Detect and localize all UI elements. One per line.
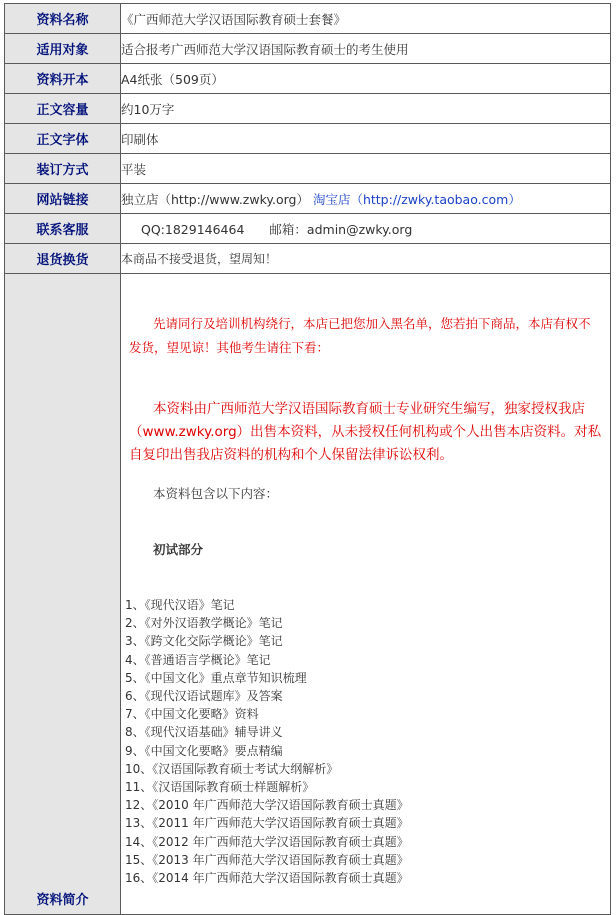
row-label: 资料简介: [5, 274, 121, 915]
row-service: [5, 214, 611, 244]
list-item: 13、《2011 年广西师范大学汉语国际教育硕士真题》: [125, 816, 409, 831]
description-body: [121, 274, 611, 915]
taobao-store-link[interactable]: 淘宝店（http://zwky.taobao.com）: [312, 191, 521, 207]
service-contact: QQ:1829146464 邮箱：admin@zwky.org: [121, 214, 611, 244]
own-store-link[interactable]: 独立店（http://www.zwky.org）: [121, 191, 309, 207]
row-label: 资料名称: [5, 4, 121, 34]
list-item: 8、《现代汉语基础》辅导讲义: [125, 725, 283, 740]
row-font: [5, 124, 611, 154]
contents-intro: 本资料包含以下内容：: [153, 486, 279, 501]
returns-notice: 本商品不接受退货，望周知！: [121, 244, 611, 274]
row-label: 正文容量: [5, 94, 121, 124]
row-description: [5, 274, 611, 915]
row-label: 资料开本: [5, 64, 121, 94]
row-value: 《广西师范大学汉语国际教育硕士套餐》: [121, 4, 611, 34]
reseller-warning: 先请同行及培训机构绕行，本店已把您加入黑名单，您若拍下商品，本店有权不发货，望见谅！其他考生请往下看：: [129, 316, 591, 355]
row-value: 印刷体: [121, 124, 611, 154]
list-item: 6、《现代汉语试题库》及答案: [125, 689, 283, 704]
product-info-table: [4, 3, 611, 915]
row-links: [5, 184, 611, 214]
copyright-claim: 本资料由广西师范大学汉语国际教育硕士专业研究生编写，独家授权我店（www.zwky.org）出售本资料，从未授权任何机构或个人出售本店资料。对私自复印出售我店资料的机构和个人保留法律诉讼权利。: [129, 401, 602, 463]
list-item: 14、《2012 年广西师范大学汉语国际教育硕士真题》: [125, 834, 409, 849]
row-value: 约10万字: [121, 94, 611, 124]
list-item: 4、《普通语言学概论》笔记: [125, 652, 271, 667]
list-item: 15、《2013 年广西师范大学汉语国际教育硕士真题》: [125, 852, 409, 867]
row-label: 正文字体: [5, 124, 121, 154]
row-format: [5, 64, 611, 94]
row-audience: [5, 34, 611, 64]
list-item: 1、《现代汉语》笔记: [125, 598, 235, 612]
row-label: 联系客服: [5, 214, 121, 244]
row-value: [121, 184, 611, 214]
row-binding: [5, 154, 611, 184]
row-label: 网站链接: [5, 184, 121, 214]
row-returns: [5, 244, 611, 274]
list-item: 3、《跨文化交际学概论》笔记: [125, 634, 283, 649]
list-item: 10、《汉语国际教育硕士考试大纲解析》: [125, 761, 339, 776]
list-item: 11、《汉语国际教育硕士样题解析》: [125, 780, 315, 795]
row-label: 适用对象: [5, 34, 121, 64]
row-name: [5, 4, 611, 34]
list-item: 2、《对外汉语教学概论》笔记: [125, 616, 283, 631]
list-item: 12、《2010 年广西师范大学汉语国际教育硕士真题》: [125, 798, 409, 813]
row-volume: [5, 94, 611, 124]
list-item: 9、《中国文化要略》要点精编: [125, 743, 283, 758]
list-item: 16、《2014 年广西师范大学汉语国际教育硕士真题》: [125, 871, 409, 886]
row-label: 装订方式: [5, 154, 121, 184]
list-item: 7、《中国文化要略》资料: [125, 707, 259, 722]
row-label: 退货换货: [5, 244, 121, 274]
contents-list: [125, 596, 602, 887]
row-value: 适合报考广西师范大学汉语国际教育硕士的考生使用: [121, 34, 611, 64]
row-value: A4纸张（509页）: [121, 64, 611, 94]
row-value: 平装: [121, 154, 611, 184]
section-title: 初试部分: [153, 542, 204, 557]
list-item: 5、《中国文化》重点章节知识梳理: [125, 670, 307, 685]
